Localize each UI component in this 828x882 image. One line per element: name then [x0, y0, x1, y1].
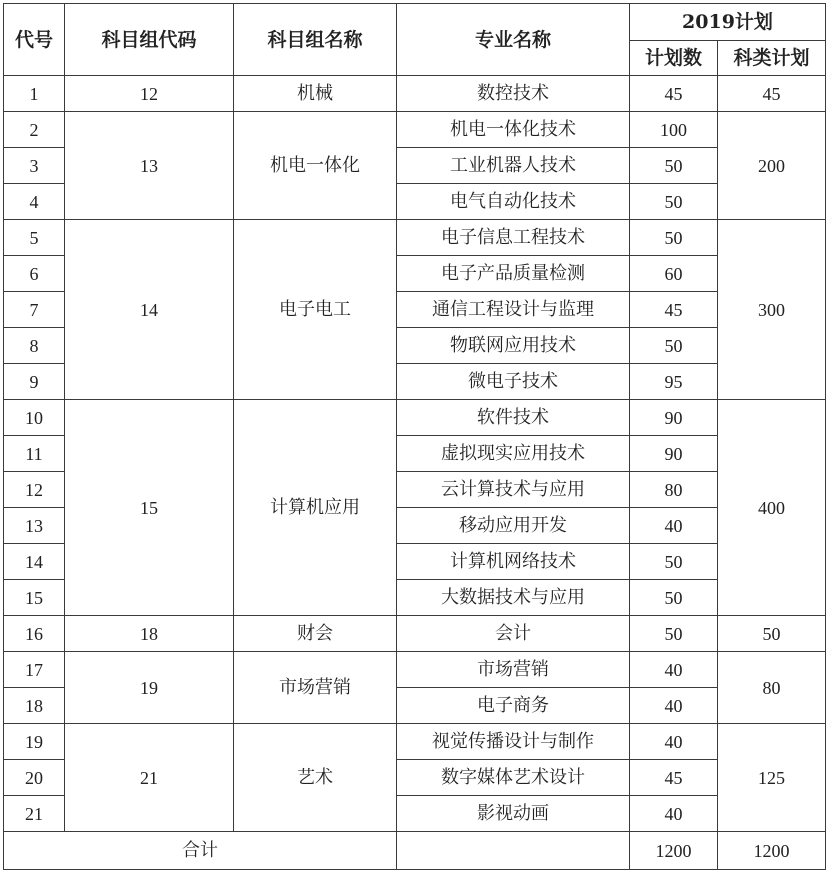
plan-count: 40 — [630, 724, 718, 760]
row-code: 13 — [4, 508, 65, 544]
total-count: 1200 — [630, 832, 718, 870]
plan-count: 40 — [630, 652, 718, 688]
total-row — [4, 832, 826, 870]
group-code: 13 — [65, 112, 234, 220]
major-name: 电子信息工程技术 — [397, 220, 630, 256]
row-code: 8 — [4, 328, 65, 364]
major-name: 移动应用开发 — [397, 508, 630, 544]
plan-count: 40 — [630, 688, 718, 724]
category-plan: 80 — [718, 652, 826, 724]
major-name: 微电子技术 — [397, 364, 630, 400]
group-name: 艺术 — [234, 724, 397, 832]
major-name: 机电一体化技术 — [397, 112, 630, 148]
row-code: 4 — [4, 184, 65, 220]
row-code: 7 — [4, 292, 65, 328]
row-code: 18 — [4, 688, 65, 724]
plan-count: 50 — [630, 544, 718, 580]
row-code: 15 — [4, 580, 65, 616]
row-code: 19 — [4, 724, 65, 760]
plan-count: 60 — [630, 256, 718, 292]
group-name: 市场营销 — [234, 652, 397, 724]
row-code: 16 — [4, 616, 65, 652]
group-code: 14 — [65, 220, 234, 400]
table-row — [4, 400, 826, 436]
plan-count: 50 — [630, 148, 718, 184]
total-label: 合计 — [4, 832, 397, 870]
header-code: 代号 — [4, 4, 65, 76]
row-code: 10 — [4, 400, 65, 436]
header-plan-count: 计划数 — [630, 41, 718, 76]
row-code: 12 — [4, 472, 65, 508]
major-name: 电气自动化技术 — [397, 184, 630, 220]
row-code: 17 — [4, 652, 65, 688]
group-code: 21 — [65, 724, 234, 832]
plan-count: 50 — [630, 328, 718, 364]
plan-count: 90 — [630, 400, 718, 436]
row-code: 3 — [4, 148, 65, 184]
header-category-plan: 科类计划 — [718, 41, 826, 76]
group-name: 电子电工 — [234, 220, 397, 400]
plan-count: 100 — [630, 112, 718, 148]
plan-count: 50 — [630, 616, 718, 652]
table-body — [4, 76, 826, 832]
plan-count: 50 — [630, 580, 718, 616]
plan-count: 90 — [630, 436, 718, 472]
major-name: 电子产品质量检测 — [397, 256, 630, 292]
table-row — [4, 616, 826, 652]
category-plan: 50 — [718, 616, 826, 652]
plan-count: 50 — [630, 220, 718, 256]
major-name: 虚拟现实应用技术 — [397, 436, 630, 472]
plan-count: 45 — [630, 76, 718, 112]
table-row — [4, 220, 826, 256]
plan-count: 95 — [630, 364, 718, 400]
category-plan: 200 — [718, 112, 826, 220]
major-name: 软件技术 — [397, 400, 630, 436]
major-name: 数控技术 — [397, 76, 630, 112]
major-name: 云计算技术与应用 — [397, 472, 630, 508]
major-name: 物联网应用技术 — [397, 328, 630, 364]
row-code: 11 — [4, 436, 65, 472]
major-name: 会计 — [397, 616, 630, 652]
row-code: 14 — [4, 544, 65, 580]
plan-count: 50 — [630, 184, 718, 220]
group-name: 机电一体化 — [234, 112, 397, 220]
table-row — [4, 112, 826, 148]
row-code: 1 — [4, 76, 65, 112]
major-name: 计算机网络技术 — [397, 544, 630, 580]
plan-count: 45 — [630, 292, 718, 328]
major-name: 大数据技术与应用 — [397, 580, 630, 616]
major-name: 市场营销 — [397, 652, 630, 688]
table-row — [4, 76, 826, 112]
category-plan: 125 — [718, 724, 826, 832]
group-name: 财会 — [234, 616, 397, 652]
row-code: 20 — [4, 760, 65, 796]
group-code: 12 — [65, 76, 234, 112]
major-name: 视觉传播设计与制作 — [397, 724, 630, 760]
table-row — [4, 724, 826, 760]
row-code: 2 — [4, 112, 65, 148]
header-group-name: 科目组名称 — [234, 4, 397, 76]
major-name: 通信工程设计与监理 — [397, 292, 630, 328]
row-code: 5 — [4, 220, 65, 256]
table-row — [4, 652, 826, 688]
row-code: 9 — [4, 364, 65, 400]
row-code: 21 — [4, 796, 65, 832]
enrollment-plan-table — [3, 3, 826, 870]
row-code: 6 — [4, 256, 65, 292]
group-code: 15 — [65, 400, 234, 616]
plan-count: 80 — [630, 472, 718, 508]
header-major: 专业名称 — [397, 4, 630, 76]
major-name: 影视动画 — [397, 796, 630, 832]
plan-count: 45 — [630, 760, 718, 796]
group-code: 19 — [65, 652, 234, 724]
plan-count: 40 — [630, 508, 718, 544]
major-name: 电子商务 — [397, 688, 630, 724]
plan-count: 40 — [630, 796, 718, 832]
category-plan: 300 — [718, 220, 826, 400]
category-plan: 45 — [718, 76, 826, 112]
major-name: 数字媒体艺术设计 — [397, 760, 630, 796]
group-name: 计算机应用 — [234, 400, 397, 616]
header-group-code: 科目组代码 — [65, 4, 234, 76]
header-row — [4, 4, 826, 41]
group-code: 18 — [65, 616, 234, 652]
total-category-plan: 1200 — [718, 832, 826, 870]
major-name: 工业机器人技术 — [397, 148, 630, 184]
group-name: 机械 — [234, 76, 397, 112]
category-plan: 400 — [718, 400, 826, 616]
header-plan-year: 2019计划 — [630, 4, 826, 41]
total-empty-cell — [397, 832, 630, 870]
